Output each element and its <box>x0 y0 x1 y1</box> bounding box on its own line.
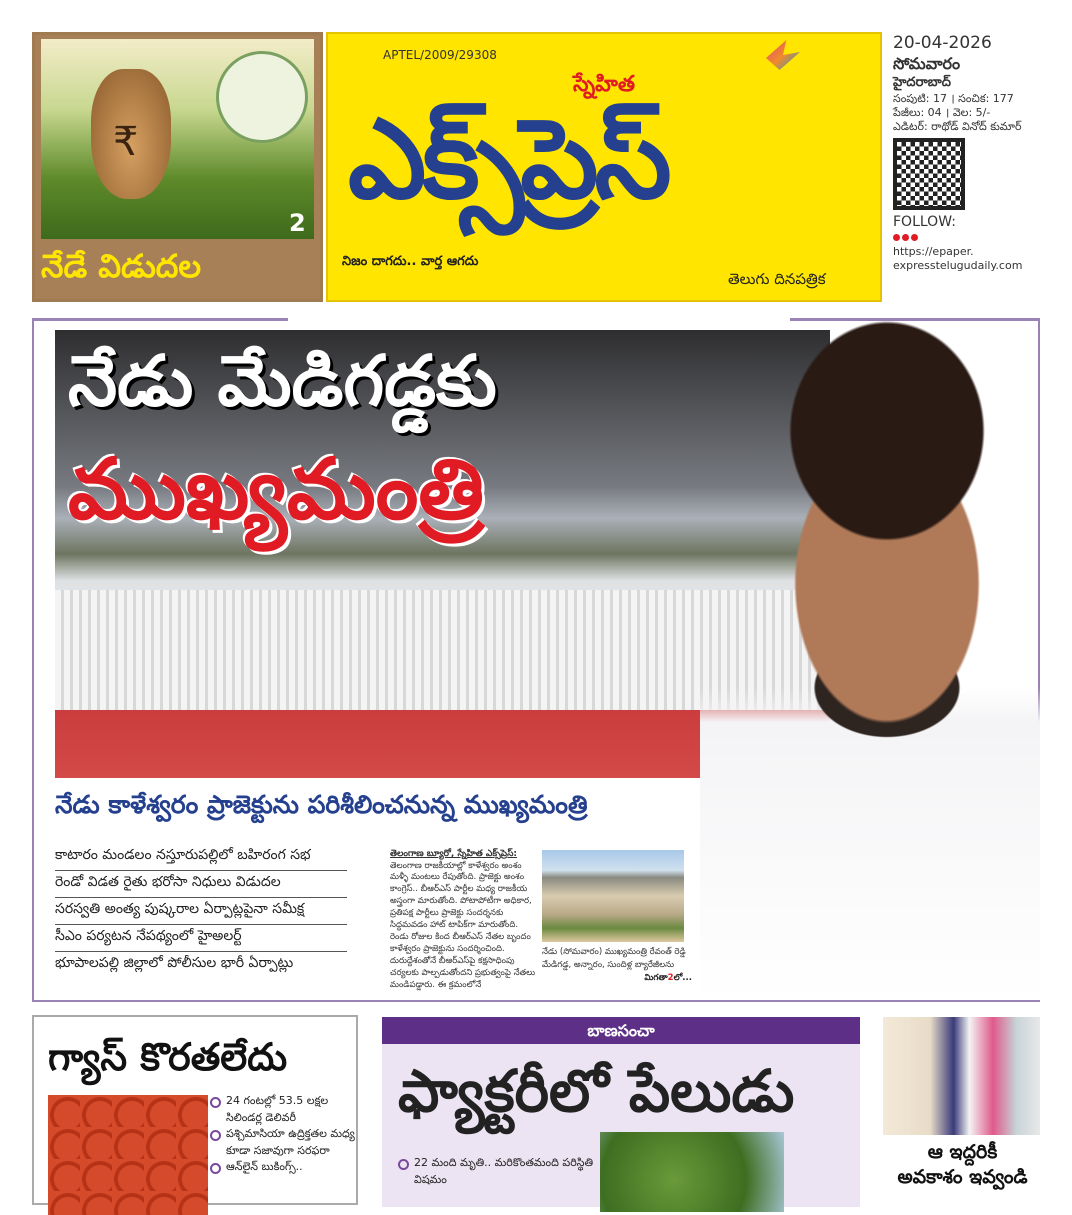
bird-logo-icon <box>766 40 800 70</box>
caption-text: నేడు (సోమవారం) ముఖ్యమంత్రి రేవంత్ రెడ్డి మేడిగడ్డ, అన్నారం, సుందిళ్ల బ్యారేజీలను <box>542 947 686 970</box>
ad-box <box>32 32 323 302</box>
ad-image <box>41 39 314 239</box>
gas-story <box>32 1015 358 1205</box>
photo-caption <box>542 946 692 984</box>
highlight-item: సరస్వతి అంత్య పుష్కరాల ఏర్పాట్లపైనా సమీక్ష <box>55 898 347 925</box>
gas-highlights <box>210 1093 355 1176</box>
gas-headline: గ్యాస్ కొరతలేదు <box>48 1035 288 1079</box>
money-bag-icon <box>91 69 171 199</box>
continued-link[interactable] <box>542 972 692 985</box>
barrage-photo <box>542 850 684 942</box>
list-item: ఆన్‌లైన్ బుకింగ్స్.. <box>210 1159 355 1176</box>
masthead-tagline: నిజం దాగదు.. వార్త ఆగదు <box>342 254 479 269</box>
chief-minister-photo <box>700 306 1040 1000</box>
edition-info <box>893 32 1063 274</box>
masthead-prefix: స్నేహిత <box>573 72 635 97</box>
government-seal-icon <box>216 51 308 143</box>
list-item: 22 మంది మృతి.. మరికొంతమంది పరిస్థితి విషమం <box>398 1155 598 1188</box>
meeting-caption <box>870 1140 1055 1189</box>
continued-page: 2 <box>667 972 674 983</box>
edition-day: సోమవారం <box>893 54 961 74</box>
ad-label: నేడే విడుదల <box>41 247 202 285</box>
x-icon[interactable] <box>911 234 918 241</box>
volume-issue: సంపుటి: 17 । సంచిక: 177 <box>893 91 1014 105</box>
list-item: పశ్చిమాసియా ఉద్రిక్తతల మధ్య కూడా సజావుగా సరఫరా <box>210 1126 355 1159</box>
registration-number: APTEL/2009/29308 <box>383 48 497 62</box>
pages-price: పేజీలు: 04 । వెల: 5/- <box>893 106 991 120</box>
byline: తెలంగాణ బ్యూరో, స్నేహిత ఎక్స్‌ప్రెస్: <box>390 849 518 859</box>
explosion-story <box>382 1017 860 1207</box>
story-kicker: బాణసంచా <box>382 1017 860 1044</box>
meeting-photo <box>883 1017 1040 1135</box>
lead-headline-2: ముఖ్యమంత్రి <box>68 440 485 538</box>
follow-label: FOLLOW: <box>893 213 956 230</box>
continued-suffix: లో... <box>673 972 692 983</box>
explosion-headline: ఫ్యాక్టరీలో పేలుడు <box>398 1057 795 1125</box>
edition-date: 20-04-2026 <box>893 33 992 53</box>
lead-headline-1: నేడు మేడిగడ్డకు <box>68 340 497 422</box>
social-icons <box>893 231 1063 245</box>
highlight-item: సీఎం పర్యటన నేపథ్యంలో హైఅలర్ట్ <box>55 925 347 952</box>
continued-prefix: మిగతా <box>644 972 668 983</box>
caption-line: అవకాశం ఇవ్వండి <box>897 1165 1028 1188</box>
epaper-url-2[interactable]: expresstelugudaily.com <box>893 259 1023 273</box>
caption-line: ఆ ఇద్దరికీ <box>927 1141 998 1163</box>
editor: ఎడిటర్: రాథోడ్ వినోద్ కుమార్ <box>893 120 1022 134</box>
lead-highlights <box>55 844 347 978</box>
qr-code-icon[interactable] <box>893 138 965 210</box>
highlight-item: భూపాలపల్లి జిల్లాలో పోలీసుల భారీ ఏర్పాట్లు <box>55 955 294 971</box>
explosion-highlights <box>398 1155 598 1188</box>
list-item: 24 గంటల్లో 53.5 లక్షల సిలిండర్ల డెలివరీ <box>210 1093 355 1126</box>
lead-body <box>390 848 538 991</box>
body-text: తెలంగాణ రాజకీయాల్లో కాళేశ్వరం అంశం మళ్ళీ మంటలు రేపుతోంది. ప్రాజెక్టు అంశం కాంగ్రెస్.. బీఆర్ఎస్ పార్టీల మధ్య రాజకీయ అస్త్రంగా మారుతోంది. పోటాపోటీగా అధికార, ప్రతిపక్ష పార్టీలు ప్రాజెక్టు సందర్శనకు సిద్ధమవడం హాట్ టాపిక్‌గా మారుతోంది. రెండు రోజుల కింద బీఆర్ఎస్ నేతల బృందం కాళేశ్వరం ప్రాజెక్టును సందర్శించింది. దురుద్దేశంతోనే బీఆర్ఎస్‌పై కక్షసాధింపు చర్యలకు పాల్పడుతోందని ప్రభుత్వంపై నేతలు మండిపడ్డారు. ఈ క్రమంలోనే <box>390 860 536 990</box>
edition-city: హైదరాబాద్ <box>893 74 951 90</box>
highlight-item: రెండో విడత రైతు భరోసా నిధులు విడుదల <box>55 871 347 898</box>
rupee-symbol: ₹ <box>113 119 139 165</box>
highlight-item: కాటారం మండలం నస్తూరుపల్లిలో బహిరంగ సభ <box>55 844 347 871</box>
facebook-icon[interactable] <box>893 234 900 241</box>
masthead-subtitle: తెలుగు దినపత్రిక <box>728 270 826 288</box>
instagram-icon[interactable] <box>902 234 909 241</box>
masthead <box>326 32 882 302</box>
cylinders-photo <box>48 1095 208 1215</box>
trees-photo <box>600 1132 784 1212</box>
masthead-title: ఎక్స్‌ప్రెస్ <box>348 95 668 223</box>
lead-subheadline: నేడు కాళేశ్వరం ప్రాజెక్టును పరిశీలించనున్న ముఖ్యమంత్రి <box>55 790 588 819</box>
ad-badge: 2 <box>289 209 306 237</box>
epaper-url-1[interactable]: https://epaper. <box>893 245 974 259</box>
